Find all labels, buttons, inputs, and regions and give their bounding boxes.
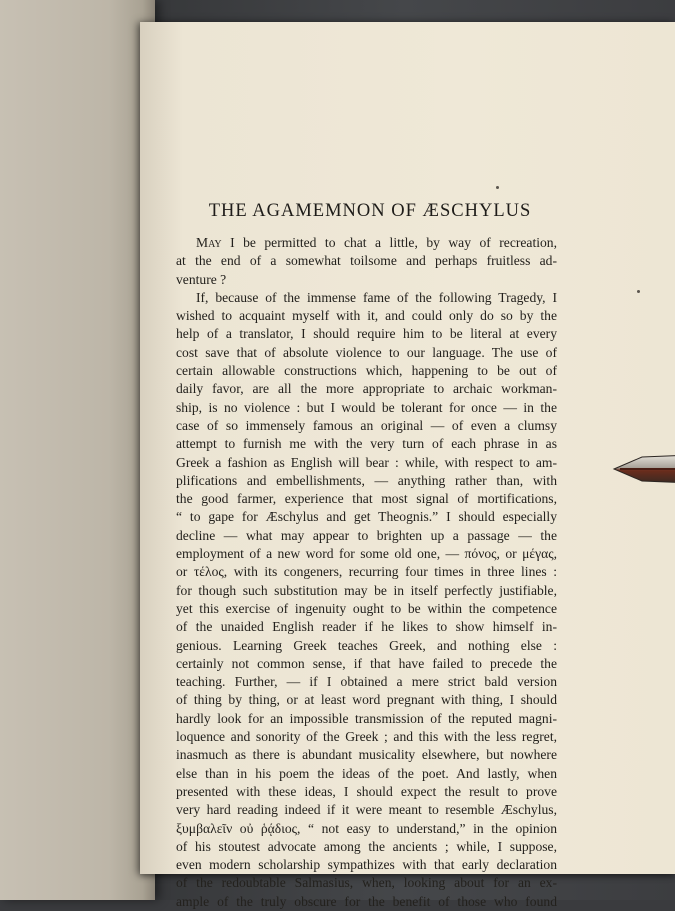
text-line xyxy=(176,820,557,838)
line-text: inasmuch as there is abundant musicality elsewhere, but nowhere xyxy=(176,747,557,763)
text-line xyxy=(176,710,557,728)
line-text: presented with these ideas, I should expect the result to prove xyxy=(176,783,557,799)
line-text: help of a translator, I should require him to be literal at every xyxy=(176,326,557,342)
line-text: ship, is no violence : but I would be tolerant for once — in the xyxy=(176,399,557,415)
line-text: very hard reading indeed if it were meant to resemble Æschylus, xyxy=(176,802,557,818)
drop-word: May xyxy=(196,235,222,250)
line-text: certain allowable constructions which, happening to be out of xyxy=(176,363,557,379)
text-line xyxy=(176,563,557,581)
line-text: venture ? xyxy=(176,271,227,287)
text-line xyxy=(176,307,557,325)
text-line xyxy=(176,893,557,911)
text-line xyxy=(176,380,557,398)
line-text: wished to acquaint myself with it, and could only do so by the xyxy=(176,308,557,324)
line-text: employment of a new word for some old one, — πόνος, or μέγας, xyxy=(176,546,557,562)
line-text: Greek a fashion as English will bear : while, with respect to am- xyxy=(176,454,557,470)
text-line xyxy=(176,289,557,307)
text-line xyxy=(176,856,557,874)
line-text: of his stoutest advocate among the ancients ; while, I suppose, xyxy=(176,838,557,854)
text-line xyxy=(176,271,557,289)
text-line xyxy=(176,545,557,563)
page-speck xyxy=(496,186,499,189)
line-text: hardly look for an impossible transmission of the reputed magni- xyxy=(176,710,557,726)
text-line xyxy=(176,325,557,343)
line-text: or τέλος, with its congeners, recurring four times in three lines : xyxy=(176,564,557,580)
line-text: even modern scholarship sympathizes with that early declaration xyxy=(176,857,557,873)
text-line xyxy=(176,490,557,508)
text-line xyxy=(176,618,557,636)
line-text: of the redoubtable Salmasius, when, looking about for an ex- xyxy=(176,875,557,891)
text-line xyxy=(176,874,557,892)
text-line xyxy=(176,417,557,435)
text-line xyxy=(176,783,557,801)
text-line xyxy=(176,746,557,764)
line-text: ξυμβαλεῖν οὐ ῥᾴδιος, “ not easy to understand,” in the opinion xyxy=(176,820,557,836)
line-text: case of so immensely famous an original — of even a clumsy xyxy=(176,417,557,433)
body-text xyxy=(176,234,557,911)
line-text: at the end of a somewhat toilsome and perhaps fruitless ad- xyxy=(176,253,557,269)
line-text: certainly not common sense, if that have failed to precede the xyxy=(176,655,557,671)
line-text: ample of the truly obscure for the benefit of those who found xyxy=(176,893,557,909)
text-line xyxy=(176,673,557,691)
line-text: If, because of the immense fame of the following Tragedy, I xyxy=(196,289,557,305)
line-text: for though such substitution may be in itself perfectly justifiable, xyxy=(176,582,557,598)
line-text: yet this exercise of ingenuity ought to be within the competence xyxy=(176,600,557,616)
line-text: cost save that of absolute violence to our language. The use of xyxy=(176,344,557,360)
text-line xyxy=(176,600,557,618)
text-line xyxy=(176,362,557,380)
text-line xyxy=(176,637,557,655)
line-text: else than in his poem the ideas of the poet. And lastly, when xyxy=(176,765,557,781)
left-page xyxy=(0,0,155,900)
line-text: of thing by thing, or at least word pregnant with thing, I should xyxy=(176,692,557,708)
line-text: daily favor, are all the more appropriate to archaic workman- xyxy=(176,381,557,397)
text-line xyxy=(176,691,557,709)
text-line xyxy=(176,527,557,545)
text-line xyxy=(176,508,557,526)
line-text: attempt to furnish me with the very turn of each phrase in as xyxy=(176,436,557,452)
text-line xyxy=(176,435,557,453)
text-line xyxy=(176,344,557,362)
line-text: teaching. Further, — if I obtained a mere strict bald version xyxy=(176,674,557,690)
line-text: decline — what may appear to brighten up a passage — the xyxy=(176,527,557,543)
text-line xyxy=(176,582,557,600)
text-line xyxy=(176,472,557,490)
text-line xyxy=(176,765,557,783)
line-text: plifications and embellishments, — anything rather than, with xyxy=(176,472,557,488)
text-line xyxy=(176,234,557,252)
text-line xyxy=(176,838,557,856)
text-line xyxy=(176,728,557,746)
page-title: THE AGAMEMNON OF ÆSCHYLUS xyxy=(208,201,532,221)
line-text: loquence and sonority of the Greek ; and this with the less regret, xyxy=(176,729,557,745)
line-text: the good farmer, experience that most signal of mortifications, xyxy=(176,491,557,507)
text-line xyxy=(176,399,557,417)
line-text: “ to gape for Æschylus and get Theognis.” I should especially xyxy=(176,509,557,525)
pen-tip-icon xyxy=(612,452,675,486)
line-text: I be permitted to chat a little, by way of recreation, xyxy=(221,235,557,250)
text-line xyxy=(176,655,557,673)
text-line xyxy=(176,801,557,819)
page-speck xyxy=(637,290,640,293)
line-text: of the unaided English reader if he likes to show himself in- xyxy=(176,619,557,635)
text-line xyxy=(176,252,557,270)
line-text: genious. Learning Greek teaches Greek, and nothing else : xyxy=(176,637,557,653)
text-line xyxy=(176,454,557,472)
